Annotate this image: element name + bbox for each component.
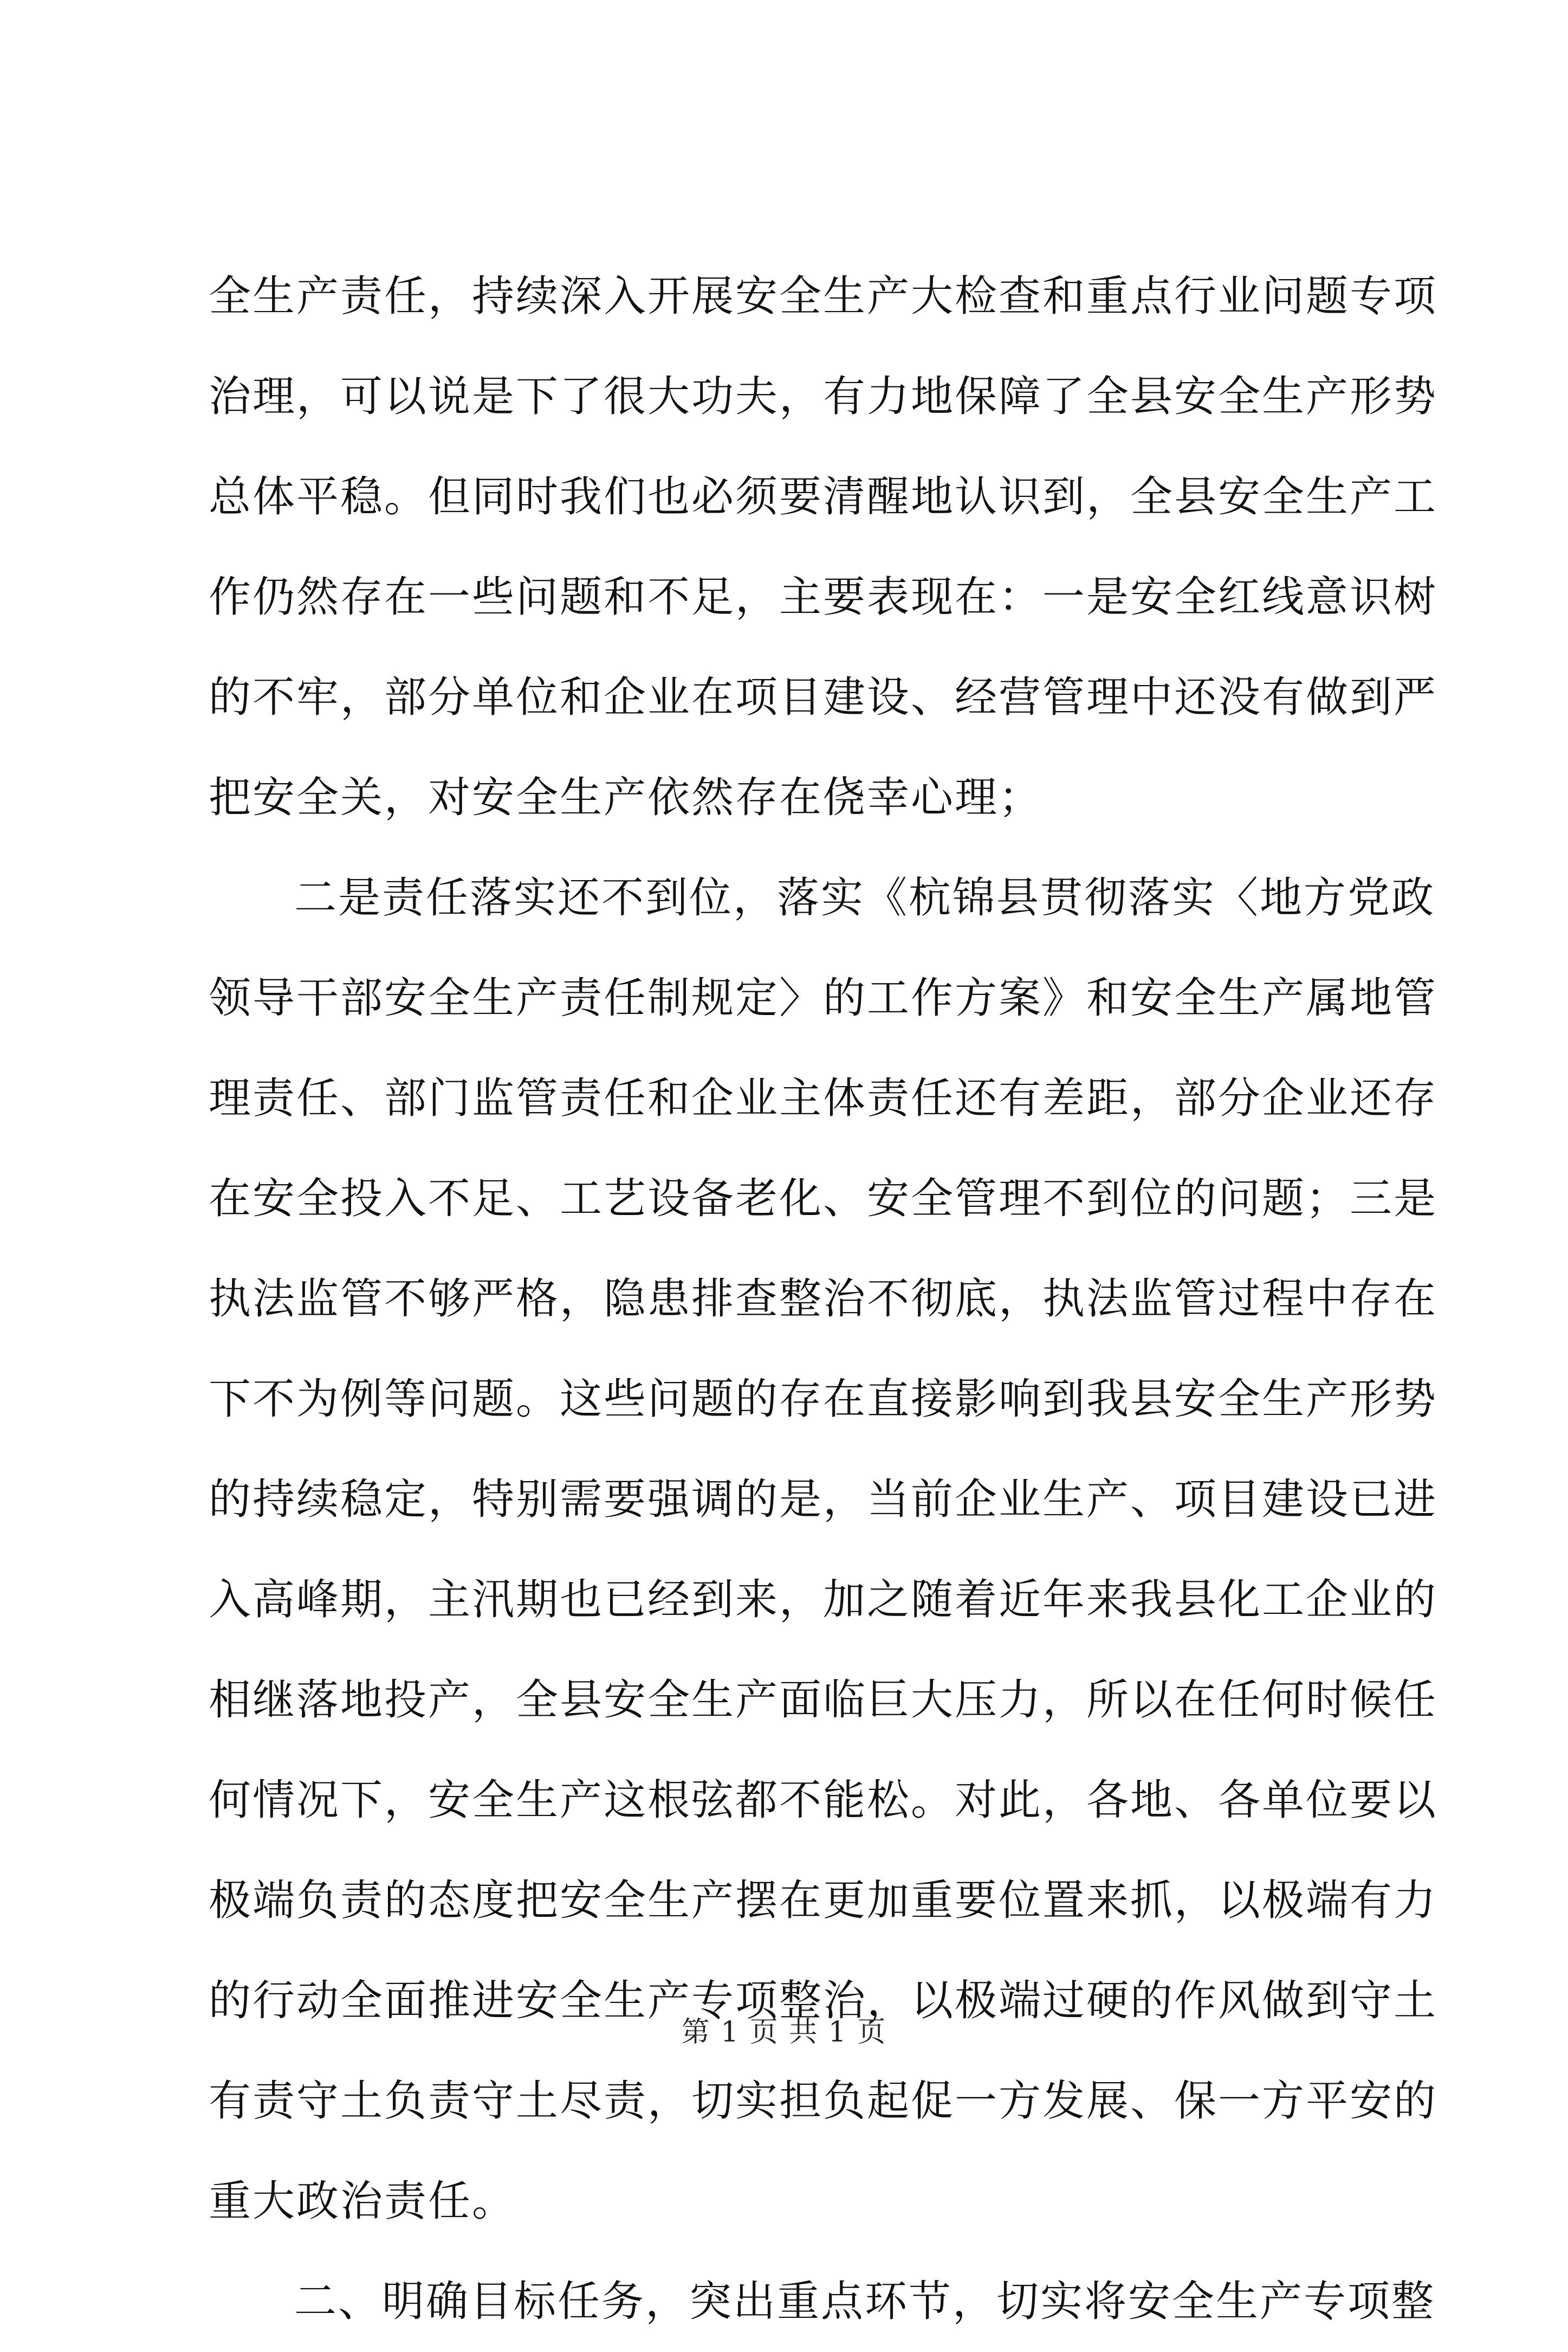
text-line: 相继落地投产，全县安全生产面临巨大压力，所以在任何时候任 [209,1676,1438,1724]
text-line: 把安全关，对安全生产依然存在侥幸心理； [209,773,1043,822]
text-line: 重大政治责任。 [209,2177,516,2226]
text-line: 的持续稳定，特别需要强调的是，当前企业生产、项目建设已进 [209,1475,1438,1524]
text-line: 二是责任落实还不到位，落实《杭锦县贯彻落实〈地方党政 [294,874,1436,922]
text-line: 领导干部安全生产责任制规定〉的工作方案》和安全生产属地管 [209,974,1438,1023]
text-line: 治理，可以说是下了很大功夫，有力地保障了全县安全生产形势 [209,372,1438,421]
text-line: 入高峰期，主汛期也已经到来，加之随着近年来我县化工企业的 [209,1575,1438,1624]
text-line: 的行动全面推进安全生产专项整治，以极端过硬的作风做到守土 [209,1976,1438,2025]
text-line: 理责任、部门监管责任和企业主体责任还有差距，部分企业还存 [209,1074,1438,1123]
text-line: 二、明确目标任务，突出重点环节，切实将安全生产专项整 [294,2277,1436,2326]
text-line: 有责守土负责守土尽责，切实担负起促一方发展、保一方平安的 [209,2077,1438,2125]
text-line: 极端负责的态度把安全生产摆在更加重要位置来抓，以极端有力 [209,1876,1438,1925]
text-line: 下不为例等问题。这些问题的存在直接影响到我县安全生产形势 [209,1375,1438,1424]
page-footer: 第 1 页 共 1 页 [681,2016,887,2049]
text-line: 的不牢，部分单位和企业在项目建设、经营管理中还没有做到严 [209,673,1438,722]
text-line: 全生产责任，持续深入开展安全生产大检查和重点行业问题专项 [209,272,1438,321]
text-line: 在安全投入不足、工艺设备老化、安全管理不到位的问题；三是 [209,1174,1438,1223]
text-line: 总体平稳。但同时我们也必须要清醒地认识到，全县安全生产工 [209,473,1438,521]
text-line: 何情况下，安全生产这根弦都不能松。对此，各地、各单位要以 [209,1776,1438,1825]
text-line: 作仍然存在一些问题和不足，主要表现在：一是安全红线意识树 [209,573,1438,622]
text-line: 执法监管不够严格，隐患排查整治不彻底，执法监管过程中存在 [209,1275,1438,1323]
